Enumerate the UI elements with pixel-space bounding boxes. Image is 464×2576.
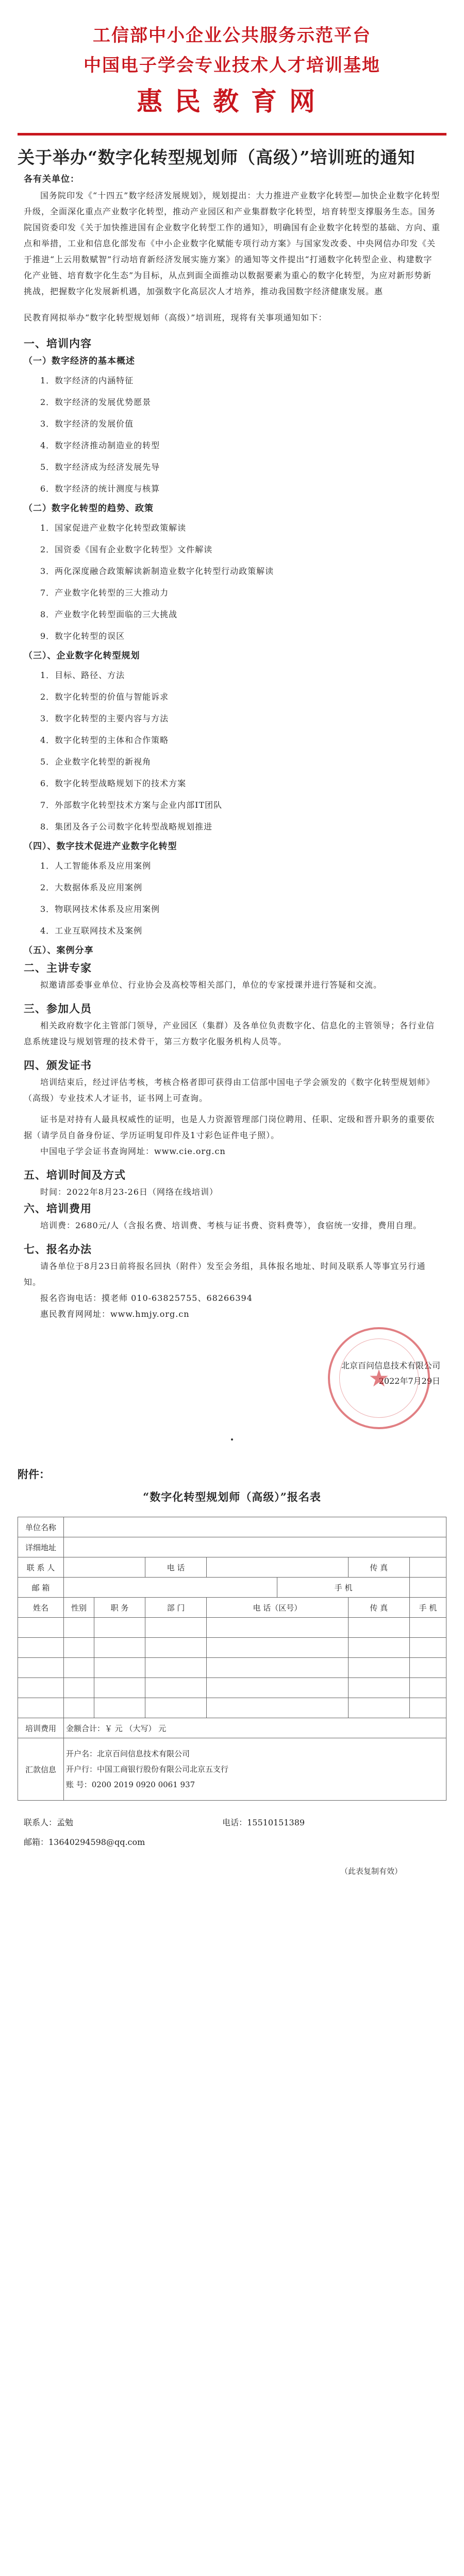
fee-total[interactable]: 金额合计：￥ 元 （大写） 元 <box>64 1718 446 1738</box>
table-row[interactable] <box>18 1618 446 1638</box>
section-text: 相关政府数字化主管部门领导，产业园区（集群）及各单位负责数字化、信息化的主管领导；各行业信息系统建设与规划管理的技术骨干，第三方数字化服务机构人员等。 <box>24 1021 435 1046</box>
list-item: 1．国家促进产业数字化转型政策解读 <box>40 523 187 533</box>
intro-paragraph: 国务院印发《“十四五”数字经济发展规划》，规划提出：大力推进产业数字化转型—加快企业数字化转型升级，全面深化重点产业数字化转型，推动产业园区和产业集群数字化转型，培育转型支撑服务生态。国务院国资委印发《关于加快推进国有企业数字化转型工作的通知》，明确国有企业数字化转型的基础、方向、重点和举措，工业和信息化部发布《中小企业数字化赋能专项行动方案》与国家发改委、中央网信办印发《关于推进“上云用数赋智”行动培育新经济发展实施方案》的通知等文件提出“打通数字化转型企业、构建数字化产业链、培育数字化生态”为目标，从点到面全面推动以数据要素为重心的数字化转型，为应对新形势新挑战，把握数字化发展新机遇，加强数字化高层次人才培养，推动我国数字经济健康发展。惠 <box>24 191 441 296</box>
list-item: 6．数字化转型战略规划下的技术方案 <box>40 778 187 788</box>
column-header: 传 真 <box>348 1598 409 1618</box>
section-heading: 六、培训费用 <box>24 1202 92 1215</box>
section-text: 请各单位于8月23日前将报名回执（附件）发至会务组，具体报名地址、时间及联系人等事宜另行通知。 <box>24 1261 426 1287</box>
column-header: 姓名 <box>18 1598 64 1618</box>
section-heading: 七、报名办法 <box>24 1243 92 1256</box>
seal-star-icon: ★ <box>368 1364 390 1392</box>
list-item: 4．数字化转型的主体和合作策略 <box>40 735 169 745</box>
section-text: 拟邀请部委事业单位、行业协会及高校等相关部门，单位的专家授课并进行答疑和交流。 <box>40 980 383 990</box>
list-item: 8．产业数字化转型面临的三大挑战 <box>40 609 178 619</box>
form-label: 培训费用 <box>18 1718 64 1738</box>
column-header: 手 机 <box>409 1598 446 1618</box>
section-text: 时间：2022年8月23-26日（网络在线培训） <box>40 1187 219 1197</box>
signature-org: 北京百问信息技术有限公司 <box>341 1361 440 1370</box>
list-item: 4．数字经济推动制造业的转型 <box>40 440 160 450</box>
subsection-heading: （四）、数字技术促进产业数字化转型 <box>24 841 177 852</box>
list-item: 1．人工智能体系及应用案例 <box>40 861 152 871</box>
list-item: 5．企业数字化转型的新视角 <box>40 757 152 767</box>
form-label: 详细地址 <box>18 1537 64 1557</box>
section-heading: 三、参加人员 <box>24 1002 92 1015</box>
footnote: （此表复制有效） <box>340 1867 402 1876</box>
list-item: 5．数字经济成为经济发展先导 <box>40 462 160 472</box>
section-text: 证书是对持有人最具权威性的证明，也是人力资源管理部门岗位聘用、任职、定级和晋升职务的重要依据（请学员自备身份证、学历证明复印件及1寸彩色证件电子照）。 <box>24 1114 435 1140</box>
list-item: 6．数字经济的统计测度与核算 <box>40 484 160 494</box>
form-label: 联 系 人 <box>18 1557 64 1578</box>
list-item: 3．物联网技术体系及应用案例 <box>40 904 160 914</box>
form-label: 单位名称 <box>18 1517 64 1537</box>
list <box>24 665 440 838</box>
form-field-mobile[interactable] <box>409 1578 446 1598</box>
form-field-fax[interactable] <box>409 1557 446 1578</box>
form-field-unit[interactable] <box>64 1517 446 1537</box>
page-gap <box>0 1389 464 1466</box>
remit-line: 账 号：0200 2019 0920 0061 937 <box>66 1780 195 1789</box>
list-item: 3．两化深度融合政策解读新制造业数字化转型行动政策解读 <box>40 566 274 576</box>
form-field-contact[interactable] <box>64 1557 145 1578</box>
red-divider <box>18 133 446 135</box>
annex-label: 附件： <box>18 1468 50 1481</box>
column-header: 职 务 <box>94 1598 145 1618</box>
section-heading: 四、颁发证书 <box>24 1059 92 1072</box>
section-heading: 二、主讲专家 <box>24 961 92 974</box>
registration-form <box>18 1517 446 1801</box>
section-text: 培训费：2680元/人（含报名费、培训费、考核与证书费、资料费等），食宿统一安排，费用自理。 <box>40 1221 422 1230</box>
list-item: 2．数字化转型的价值与智能诉求 <box>40 692 169 702</box>
subsection-heading: （一）数字经济的基本概述 <box>24 356 135 366</box>
subsection-heading: （三）、企业数字化转型规划 <box>24 651 140 661</box>
section-text: 培训结束后，经过评估考核，考核合格者即可获得由工信部中国电子学会颁发的《数字化转型规划师》（高级）专业技术人才证书，证书网上可查询。 <box>24 1077 435 1103</box>
form-field-phone[interactable] <box>207 1557 349 1578</box>
form-field-address[interactable] <box>64 1537 446 1557</box>
section-heading: 五、培训时间及方式 <box>24 1168 126 1181</box>
letterhead-line-3: 惠民教育网 <box>137 86 327 116</box>
intro-paragraph-2: 民教育网拟举办“数字化转型规划师（高级）”培训班，现将有关事项通知如下： <box>24 313 327 323</box>
subsection-heading: （二）数字化转型的趋势、政策 <box>24 503 154 514</box>
subsection-heading: （五）、案例分享 <box>24 945 94 956</box>
remit-line: 开户行：中国工商银行股份有限公司北京五支行 <box>66 1765 229 1774</box>
list <box>24 517 440 647</box>
list-item: 1．数字经济的内涵特征 <box>40 376 134 385</box>
list-item: 8．集团及各子公司数字化转型战略规划推进 <box>40 822 213 832</box>
list-item: 3．数字经济的发展价值 <box>40 419 134 429</box>
form-field-email[interactable] <box>64 1578 277 1598</box>
section-heading: 一、培训内容 <box>24 337 92 350</box>
list-item: 7．外部数字化转型技术方案与企业内部IT团队 <box>40 800 223 810</box>
document-title: 关于举办“数字化转型规划师（高级）”培训班的通知 <box>18 147 416 167</box>
section-text: 报名咨询电话：摸老师 010-63825755、68266394 <box>40 1293 253 1303</box>
column-header: 性别 <box>64 1598 94 1618</box>
form-label: 电 话 <box>145 1557 207 1578</box>
remit-line: 开户名：北京百问信息技术有限公司 <box>66 1749 190 1758</box>
column-header: 电 话（区号） <box>207 1598 349 1618</box>
annex-title: “数字化转型规划师（高级）”报名表 <box>143 1490 321 1503</box>
table-row[interactable] <box>18 1698 446 1718</box>
column-header: 部 门 <box>145 1598 207 1618</box>
list-item: 2．大数据体系及应用案例 <box>40 883 143 892</box>
table-header-row <box>18 1598 446 1618</box>
list <box>24 370 440 500</box>
section-text: 惠民教育网网址：www.hmjy.org.cn <box>40 1309 190 1319</box>
form-label: 汇款信息 <box>18 1738 64 1801</box>
list-item: 1．目标、路径、方法 <box>40 670 125 680</box>
contact-email: 邮箱：13640294598@qq.com <box>24 1837 145 1847</box>
page-marker-dot <box>231 1438 233 1440</box>
contact-info <box>24 1813 446 1852</box>
signature-date: 2022年7月29日 <box>378 1376 440 1386</box>
document-body <box>24 172 440 1322</box>
remit-info <box>64 1738 446 1801</box>
form-label: 邮 箱 <box>18 1578 64 1598</box>
section-text: 中国电子学会证书查询网址：www.cie.org.cn <box>40 1146 226 1156</box>
list-item: 4．工业互联网技术及案例 <box>40 926 143 936</box>
letterhead-line-1: 工信部中小企业公共服务示范平台 <box>93 25 371 46</box>
letterhead-line-2: 中国电子学会专业技术人才培训基地 <box>84 55 380 76</box>
list-item: 9．数字化转型的误区 <box>40 631 125 641</box>
contact-phone: 电话：15510151389 <box>222 1818 305 1827</box>
salutation: 各有关单位： <box>24 174 79 184</box>
letterhead <box>0 0 464 120</box>
contact-name: 联系人：孟勉 <box>24 1818 74 1827</box>
table-row[interactable] <box>18 1678 446 1698</box>
signature-block <box>0 1358 440 1392</box>
form-label: 传 真 <box>348 1557 409 1578</box>
list-item: 2．数字经济的发展优势愿景 <box>40 397 152 407</box>
list-item: 3．数字化转型的主要内容与方法 <box>40 714 169 723</box>
list <box>24 855 440 942</box>
list-item: 7．产业数字化转型的三大推动力 <box>40 588 169 598</box>
table-row[interactable] <box>18 1658 446 1678</box>
form-label: 手 机 <box>277 1578 409 1598</box>
table-row[interactable] <box>18 1638 446 1658</box>
list-item: 2．国资委《国有企业数字化转型》文件解读 <box>40 545 213 554</box>
